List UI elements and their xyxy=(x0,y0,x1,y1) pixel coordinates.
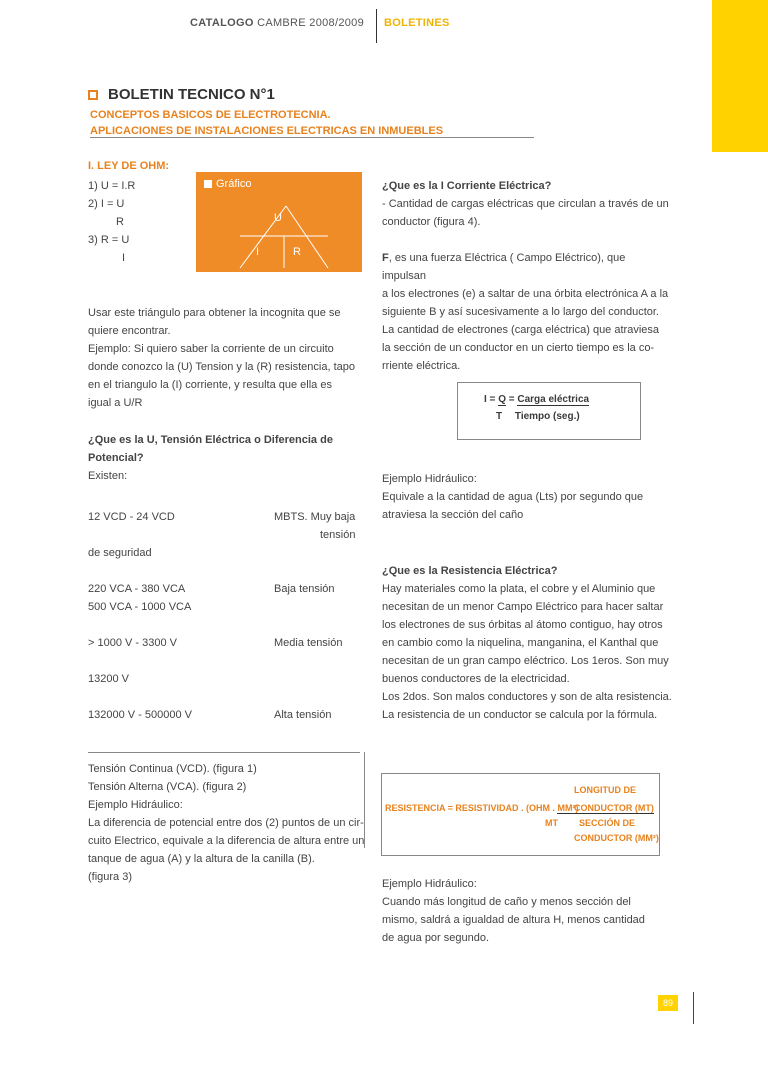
formula-i: I = xyxy=(484,394,496,405)
page-number: 89 xyxy=(658,995,678,1011)
subtitle-2: APLICACIONES DE INSTALACIONES ELECTRICAS EN INMUEBLES xyxy=(90,125,444,137)
tension-range-3: 500 VCA - 1000 VCA xyxy=(88,601,192,613)
tension-range-2: 220 VCA - 380 VCA xyxy=(88,583,186,595)
tension-existen: Existen: xyxy=(88,470,128,482)
ohm-line-3-denominator: I xyxy=(122,252,126,264)
page-title: BOLETIN TECNICO N°1 xyxy=(108,86,275,103)
res-main xyxy=(385,803,578,813)
res-conductor-mm2: CONDUCTOR (MM²) xyxy=(574,833,659,843)
text-line: Ejemplo Hidráulico: xyxy=(382,473,477,485)
text-line: a los electrones (e) a saltar de una órbita electrónica A a la xyxy=(382,288,669,300)
tension-question-1: ¿Que es la U, Tensión Eléctrica o Diferencia de xyxy=(88,434,333,446)
tension-question-2: Potencial? xyxy=(88,452,144,464)
text-line: Cuando más longitud de caño y menos sección del xyxy=(382,896,631,908)
tension-range-4: > 1000 V - 3300 V xyxy=(88,637,177,649)
text-line: necesitan de un gran campo eléctrico. Los 1eros. Son muy xyxy=(382,655,669,667)
bullet-square-icon xyxy=(88,90,98,100)
text-line: rriente eléctrica. xyxy=(382,360,461,372)
res-main-text: RESISTENCIA = RESISTIVIDAD . (OHM . xyxy=(385,803,555,813)
res-seccion: SECCIÓN DE xyxy=(579,818,636,828)
tension-range-1: 12 VCD - 24 VCD xyxy=(88,511,175,523)
divider xyxy=(88,752,360,753)
ohm-line-2: 2) I = U xyxy=(88,198,125,210)
text-line: Los 2dos. Son malos conductores y son de alta resistencia. xyxy=(382,691,672,703)
text-line: , es una fuerza Eléctrica ( Campo Eléctrico), que impulsan xyxy=(382,252,626,282)
text-line: conductor (figura 4). xyxy=(382,216,481,228)
res-mt: MT xyxy=(545,818,558,828)
text-line: Ejemplo Hidráulico: xyxy=(382,878,477,890)
formula-line-1 xyxy=(484,394,589,405)
hydraulic-example-2 xyxy=(382,875,672,947)
formula-tiempo: Tiempo (seg.) xyxy=(514,411,580,422)
text-line: necesitan de un menor Campo Eléctrico para hacer saltar xyxy=(382,601,664,613)
tension-label-1: MBTS. Muy baja xyxy=(274,511,356,523)
resistance-formula-box xyxy=(381,773,660,856)
res-conductor-mt: CONDUCTOR (MT) xyxy=(574,803,654,813)
tension-label-4: Media tensión xyxy=(274,637,343,649)
text-line: atraviesa la sección del caño xyxy=(382,509,524,521)
text-line: donde conozco la (U) Tension y la (R) resistencia, tapo xyxy=(88,361,355,373)
tension-range-6: 132000 V - 500000 V xyxy=(88,709,192,721)
text-line: quiere encontrar. xyxy=(88,325,171,337)
section-header: BOLETINES xyxy=(384,17,450,29)
formula-t: T xyxy=(496,411,503,422)
corriente-question: ¿Que es la I Corriente Eléctrica? xyxy=(382,180,552,192)
text-line: mismo, saldrá a igualdad de altura H, menos cantidad xyxy=(382,914,645,926)
yellow-tab xyxy=(712,0,768,152)
corriente-force-paragraph xyxy=(382,249,672,375)
subtitle-underline xyxy=(90,137,534,138)
text-line: Ejemplo Hidráulico: xyxy=(88,799,183,811)
text-line: La diferencia de potencial entre dos (2) puntos de un cir- xyxy=(88,817,364,829)
res-longitud: LONGITUD DE xyxy=(574,785,636,795)
ohm-line-3: 3) R = U xyxy=(88,234,130,246)
resistencia-paragraph xyxy=(382,580,672,724)
subtitle-1: CONCEPTOS BASICOS DE ELECTROTECNIA. xyxy=(90,109,331,121)
text-line: de agua por segundo. xyxy=(382,932,490,944)
text-line: Tensión Alterna (VCA). (figura 2) xyxy=(88,781,247,793)
tension-label-1b: tensión xyxy=(320,529,356,541)
tension-types-paragraph xyxy=(88,760,368,886)
triangle-i: I xyxy=(256,246,260,258)
graphic-label-text: Gráfico xyxy=(216,178,252,190)
catalog-header xyxy=(190,17,364,29)
formula-eq: = xyxy=(508,394,515,405)
formula-line-2 xyxy=(496,411,580,422)
current-formula-box xyxy=(457,382,641,440)
resistencia-question: ¿Que es la Resistencia Eléctrica? xyxy=(382,565,558,577)
formula-carga: Carga eléctrica xyxy=(517,394,590,405)
text-line: siguiente B y así sucesivamente a lo largo del conductor. xyxy=(382,306,659,318)
formula-q: Q xyxy=(498,394,506,405)
text-line: los electrones de sus órbitas al átomo contiguo, hay otros xyxy=(382,619,663,631)
catalog-header-rest: CAMBRE 2008/2009 xyxy=(257,17,364,29)
force-f: F xyxy=(382,252,389,264)
text-line: en cambio como la niquelina, manganina, el Kanthal que xyxy=(382,637,659,649)
text-line: cuito Electrico, equivale a la diferencia de altura entre un xyxy=(88,835,365,847)
res-mm2: MM²) xyxy=(557,803,579,813)
triangle-usage-paragraph xyxy=(88,304,378,412)
triangle-u: U xyxy=(274,212,282,224)
tension-label-2: Baja tensión xyxy=(274,583,335,595)
ohm-triangle-graphic xyxy=(196,172,362,272)
text-line: Ejemplo: Si quiero saber la corriente de un circuito xyxy=(88,343,334,355)
page-number-divider xyxy=(693,992,694,1024)
hydraulic-example-1 xyxy=(382,470,672,524)
tension-seguridad: de seguridad xyxy=(88,547,152,559)
triangle-r: R xyxy=(293,246,301,258)
text-line: Equivale a la cantidad de agua (Lts) por segundo que xyxy=(382,491,644,503)
ohm-line-1: 1) U = I.R xyxy=(88,180,136,192)
tension-range-5: 13200 V xyxy=(88,673,129,685)
title-row xyxy=(88,86,275,103)
ohm-heading: I. LEY DE OHM: xyxy=(88,160,170,172)
text-line: Tensión Continua (VCD). (figura 1) xyxy=(88,763,257,775)
text-line: igual a U/R xyxy=(88,397,143,409)
text-line: buenos conductores de la electricidad. xyxy=(382,673,570,685)
text-line: tanque de agua (A) y la altura de la canilla (B). xyxy=(88,853,315,865)
text-line: Hay materiales como la plata, el cobre y el Aluminio que xyxy=(382,583,656,595)
ohm-line-2-denominator: R xyxy=(116,216,124,228)
corriente-definition xyxy=(382,195,672,231)
text-line: - Cantidad de cargas eléctricas que circulan a través de un xyxy=(382,198,669,210)
text-line: la sección de un conductor en un cierto tiempo es la co- xyxy=(382,342,655,354)
tension-label-6: Alta tensión xyxy=(274,709,332,721)
header-divider xyxy=(376,9,377,43)
text-line: La resistencia de un conductor se calcula por la fórmula. xyxy=(382,709,658,721)
catalog-header-bold: CATALOGO xyxy=(190,17,254,29)
text-line: en el triangulo la (I) corriente, y resulta que ella es xyxy=(88,379,332,391)
text-line: (figura 3) xyxy=(88,871,133,883)
text-line: La cantidad de electrones (carga eléctrica) que atraviesa xyxy=(382,324,659,336)
text-line: Usar este triángulo para obtener la incognita que se xyxy=(88,307,341,319)
